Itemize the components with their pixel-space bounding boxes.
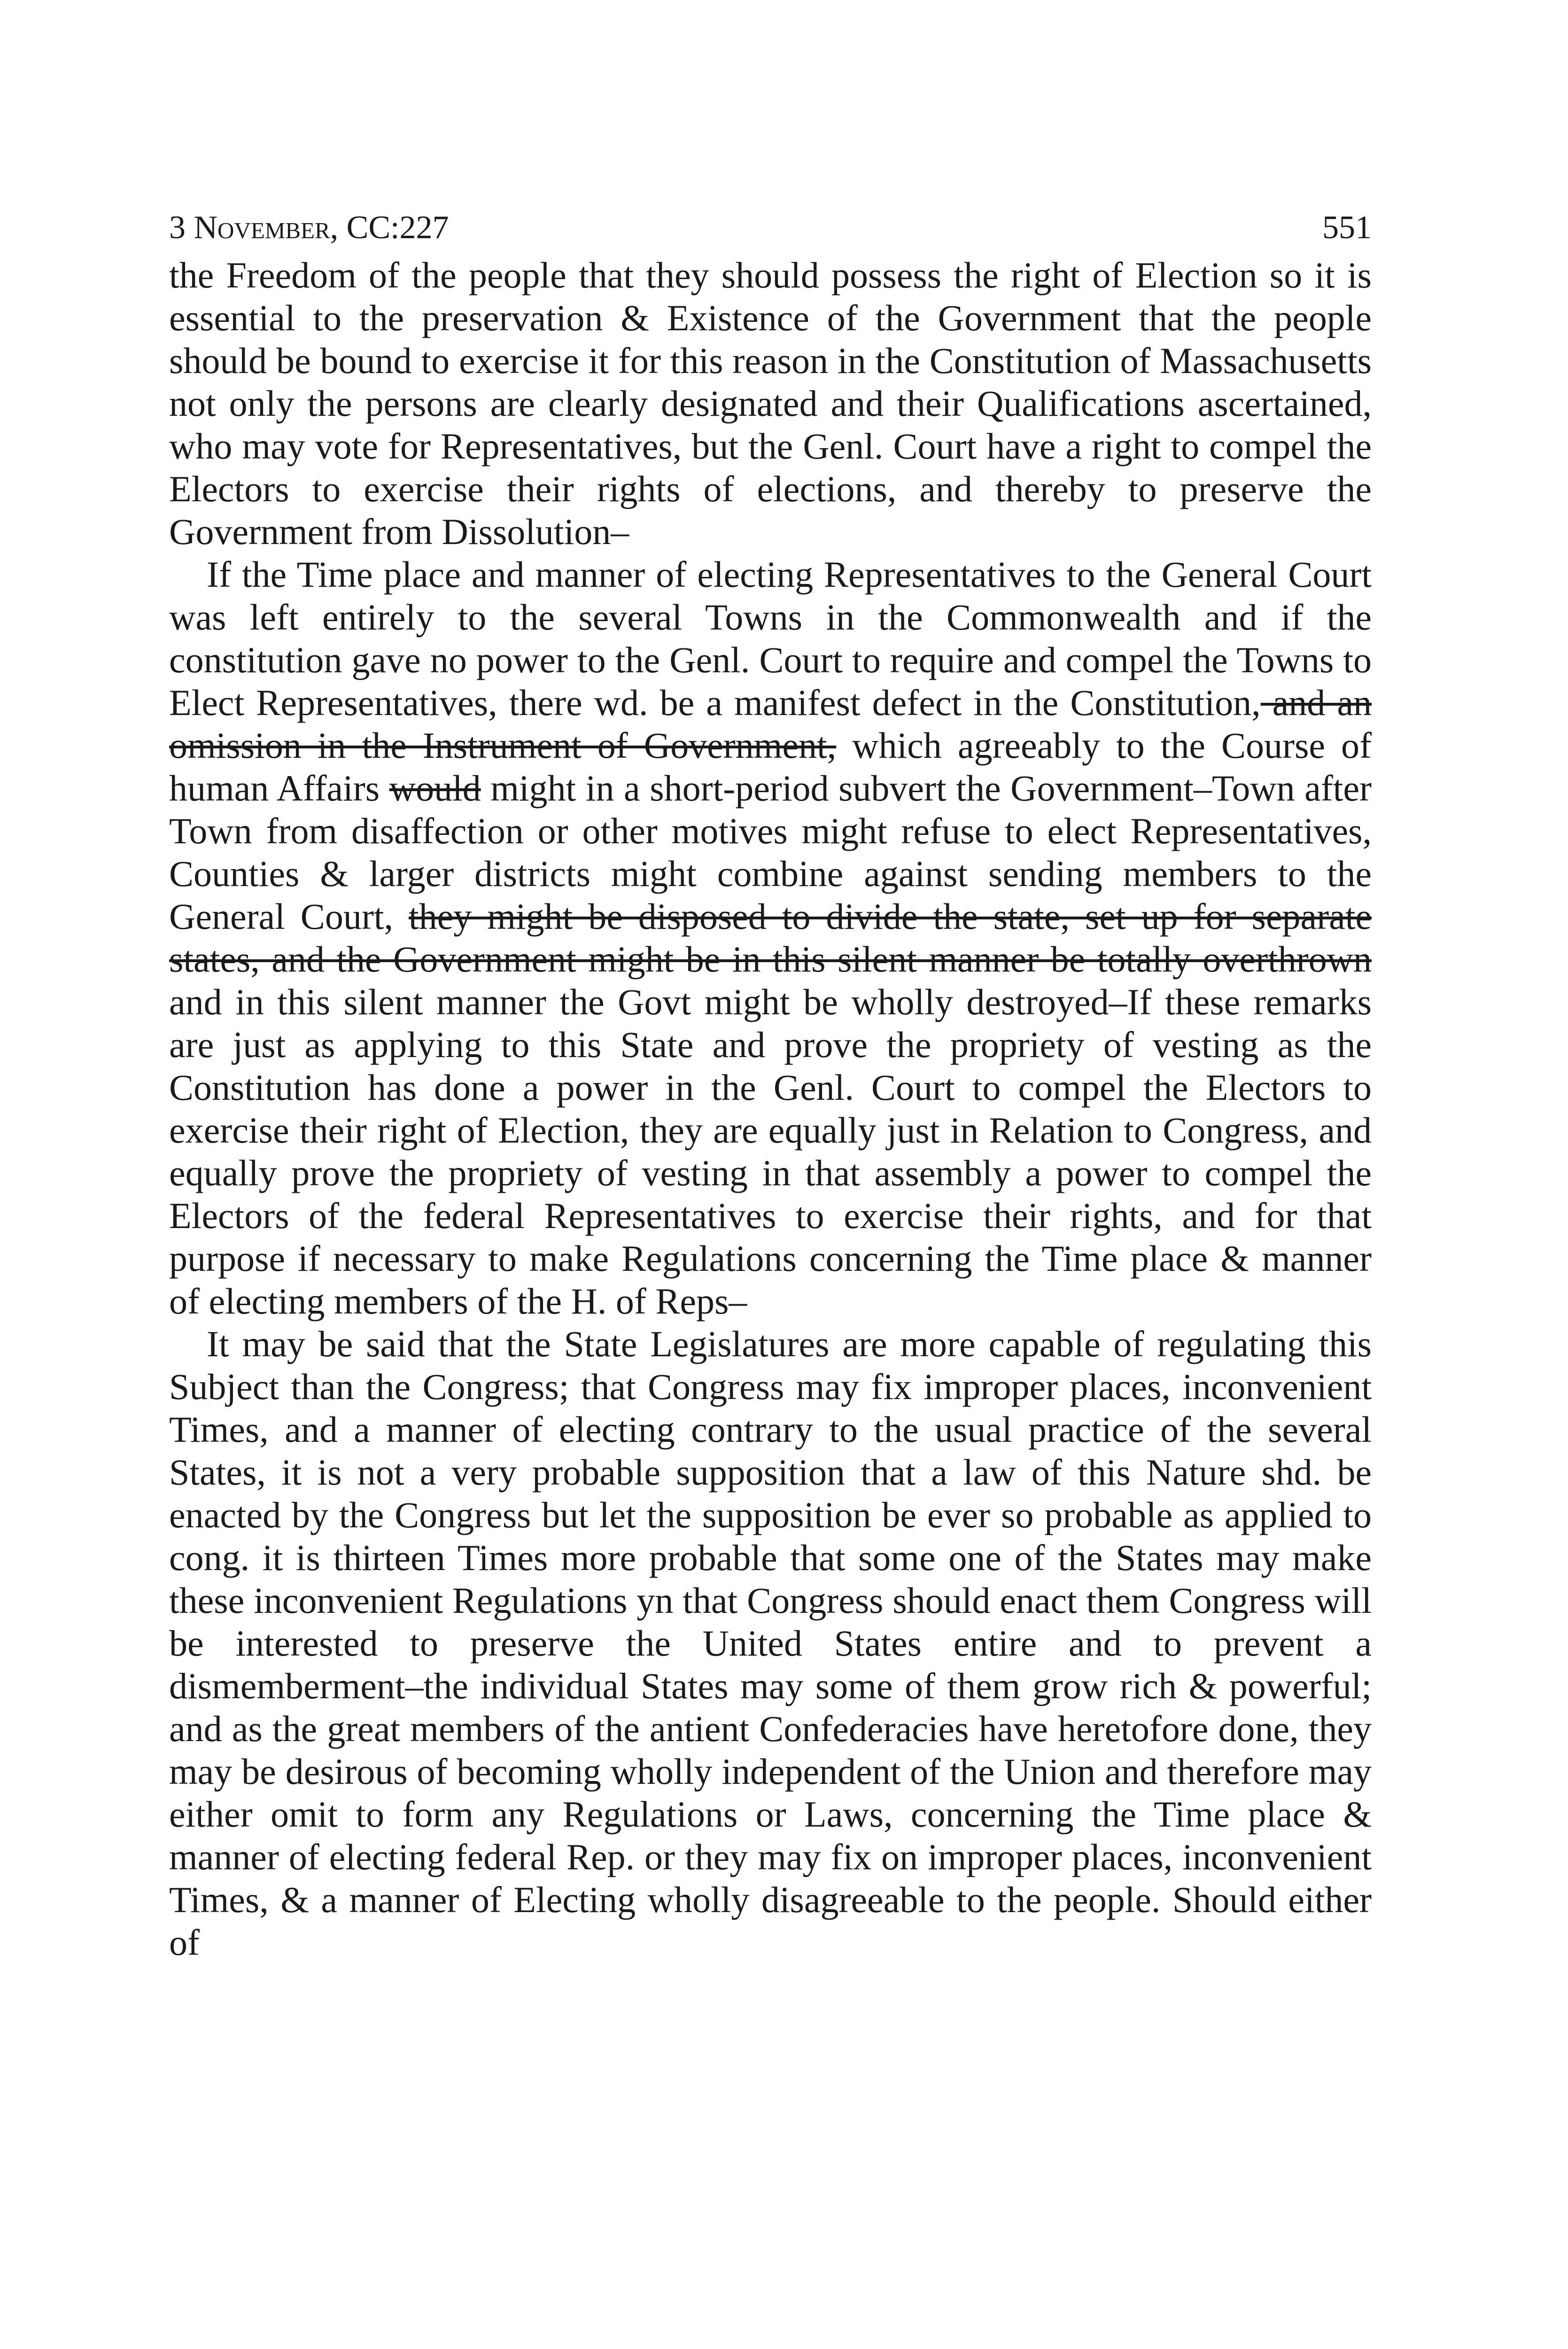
- header-month: November: [194, 210, 330, 246]
- paragraph-1: the Freedom of the people that they should possess the right of Election so it is essential to the preservation & Existence of the Government that the people should be bound to exercise it for this reason in the Constitution of Massachusetts not only the persons are clearly designated and their Qualifications ascertained, who may vote for Representatives, but the Genl. Court have a right to compel the Electors to exercise their rights of elections, and thereby to preserve the Government from Dissolution–: [169, 255, 1372, 552]
- document-page: [169, 207, 1372, 1964]
- running-head: [169, 207, 1372, 249]
- struck-text-3: they might be disposed to divide the state, set up for separate states, and the Government might be in this silent manner be totally overthrown: [169, 896, 1372, 980]
- paragraph-2-part-d: and in this silent manner the Govt might be wholly destroyed–If these remarks are just as applying to this State and prove the propriety of vesting as the Constitution has done a power in the Genl. Court to compel the Electors to exercise their right of Election, they are equally just in Relation to Congress, and equally prove the propriety of vesting in that assembly a power to compel the Electors of the federal Representatives to exercise their rights, and for that purpose if necessary to make Regulations concerning the Time place & manner of electing members of the H. of Reps–: [169, 981, 1372, 1322]
- paragraph-2: [169, 553, 1372, 1322]
- header-document-id: , CC:227: [330, 210, 449, 246]
- page-number: 551: [1322, 210, 1372, 246]
- body-text: [169, 254, 1372, 1964]
- paragraph-3: It may be said that the State Legislatures are more capable of regulating this Subject than the Congress; that Congress may fix improper places, inconvenient Times, and a manner of electing contrary to the usual practice of the several States, it is not a very probable supposition that a law of this Nature shd. be enacted by the Congress but let the supposition be ever so probable as applied to cong. it is thirteen Times more probable that some one of the States may make these inconvenient Regulations yn that Congress should enact them Congress will be interested to preserve the United States entire and to prevent a dismemberment–the individual States may some of them grow rich & powerful; and as the great members of the antient Confederacies have heretofore done, they may be desirous of becoming wholly independent of the Union and therefore may either omit to form any Regulations or Laws, concerning the Time place & manner of electing federal Rep. or they may fix on improper places, inconvenient Times, & a manner of Electing wholly disagreeable to the people. Should either of: [169, 1323, 1372, 1963]
- struck-text-1: and an omission in the Instrument of Government,: [169, 682, 1372, 766]
- struck-text-2: would: [389, 768, 481, 809]
- running-head-title: [169, 207, 449, 249]
- paragraph-2-part-c: might in a short-period subvert the Government–Town after Town from disaffection or other motives might refuse to elect Representatives, Counties & larger districts might combine against sending members to the General Court,: [169, 768, 1372, 937]
- paragraph-2-part-b: which agreeably to the Course of human Affairs: [169, 725, 1372, 809]
- paragraph-2-part-a: If the Time place and manner of electing Representatives to the General Court was left entirely to the several Towns in the Commonwealth and if the constitution gave no power to the Genl. Court to require and compel the Towns to Elect Representatives, there wd. be a manifest defect in the Constitution,: [169, 554, 1372, 723]
- header-date-prefix: 3: [169, 210, 194, 246]
